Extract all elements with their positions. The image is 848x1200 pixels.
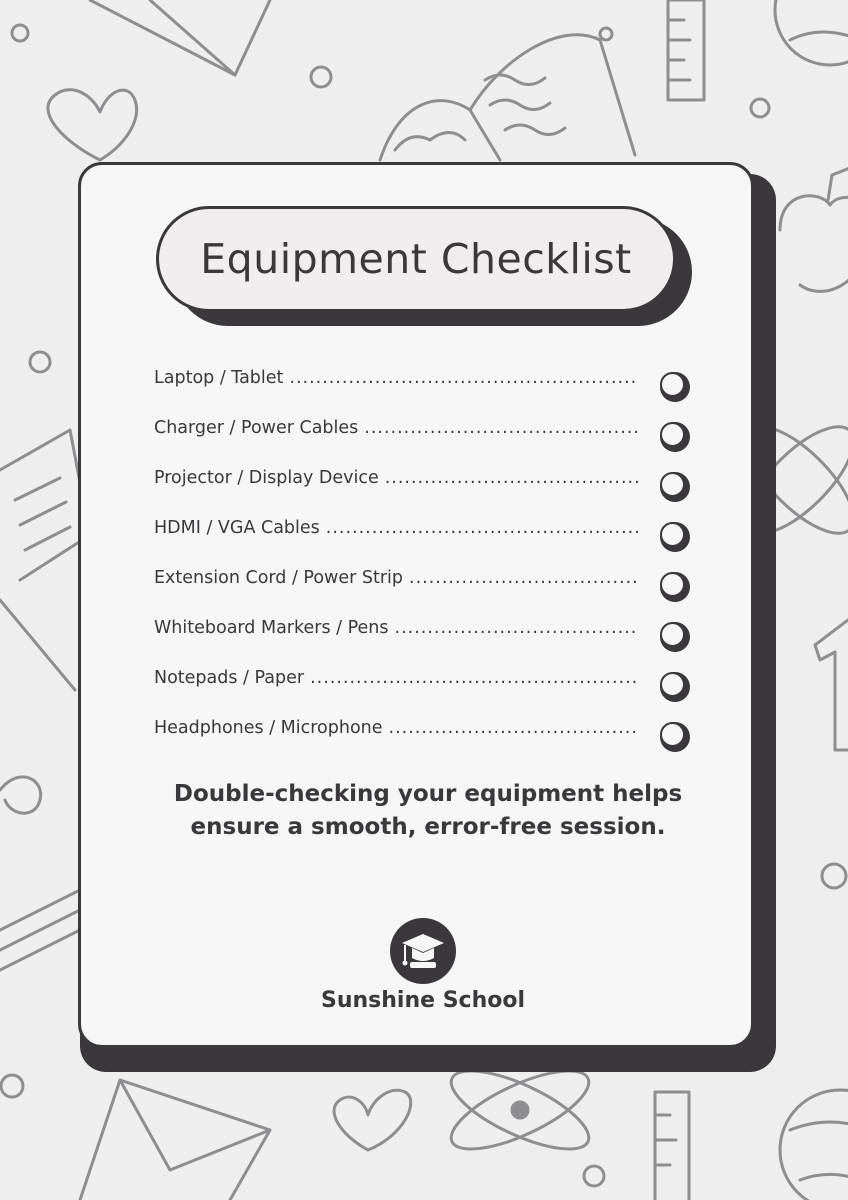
circle-doodle — [751, 99, 769, 117]
ruler-doodle — [655, 1092, 689, 1200]
circle-doodle — [1, 1075, 23, 1097]
heart-doodle — [334, 1090, 411, 1150]
ruler-doodle — [668, 0, 704, 100]
globe-doodle — [780, 1090, 848, 1200]
circle-doodle — [822, 864, 846, 888]
checklist-item — [154, 460, 694, 510]
checkbox[interactable] — [660, 422, 690, 452]
checklist-item — [154, 360, 694, 410]
book-doodle — [380, 35, 635, 160]
pencil-doodle — [0, 890, 80, 970]
school-logo — [390, 918, 456, 984]
checklist-item-label: Whiteboard Markers / Pens — [154, 618, 389, 638]
circle-doodle — [600, 28, 612, 40]
graduation-cap-icon — [390, 918, 456, 984]
circle-doodle — [584, 1166, 604, 1186]
dot-leader — [364, 418, 638, 438]
checklist-item — [154, 410, 694, 460]
dot-leader — [310, 668, 638, 688]
checklist-item-label: HDMI / VGA Cables — [154, 518, 320, 538]
apple-doodle — [780, 168, 848, 291]
notebook-doodle — [0, 430, 90, 690]
checklist-item-label: Charger / Power Cables — [154, 418, 359, 438]
globe-doodle — [775, 0, 848, 65]
checklist-item-label: Headphones / Microphone — [154, 718, 383, 738]
checkbox[interactable] — [660, 522, 690, 552]
number-doodle — [815, 620, 848, 750]
envelope-doodle — [90, 0, 270, 75]
checkbox[interactable] — [660, 472, 690, 502]
dot-leader — [289, 368, 638, 388]
dot-leader — [395, 618, 638, 638]
circle-doodle — [12, 25, 28, 41]
checkbox[interactable] — [660, 572, 690, 602]
title-banner — [156, 206, 676, 312]
dot-leader — [409, 568, 638, 588]
heart-doodle — [48, 90, 137, 160]
checklist-item — [154, 510, 694, 560]
page-title: Equipment Checklist — [200, 235, 632, 283]
checklist-item-label: Notepads / Paper — [154, 668, 305, 688]
swirl-doodle — [0, 777, 41, 813]
checkbox[interactable] — [660, 672, 690, 702]
dot-leader — [385, 468, 638, 488]
checklist-item — [154, 660, 694, 710]
circle-doodle — [30, 352, 50, 372]
dot-leader — [389, 718, 638, 738]
equipment-checklist — [154, 360, 694, 760]
envelope-doodle — [80, 1080, 270, 1200]
checklist-item — [154, 560, 694, 610]
checkbox[interactable] — [660, 722, 690, 752]
dot-leader — [326, 518, 638, 538]
checkbox[interactable] — [660, 372, 690, 402]
reminder-note: Double-checking your equipment helps ensure a smooth, error-free session. — [173, 781, 683, 840]
checklist-item — [154, 710, 694, 760]
school-name: Sunshine School — [320, 988, 526, 1013]
checklist-item — [154, 610, 694, 660]
checklist-item-label: Laptop / Tablet — [154, 368, 284, 388]
checklist-item-label: Extension Cord / Power Strip — [154, 568, 404, 588]
circle-doodle — [311, 67, 331, 87]
checkbox[interactable] — [660, 622, 690, 652]
checklist-item-label: Projector / Display Device — [154, 468, 379, 488]
